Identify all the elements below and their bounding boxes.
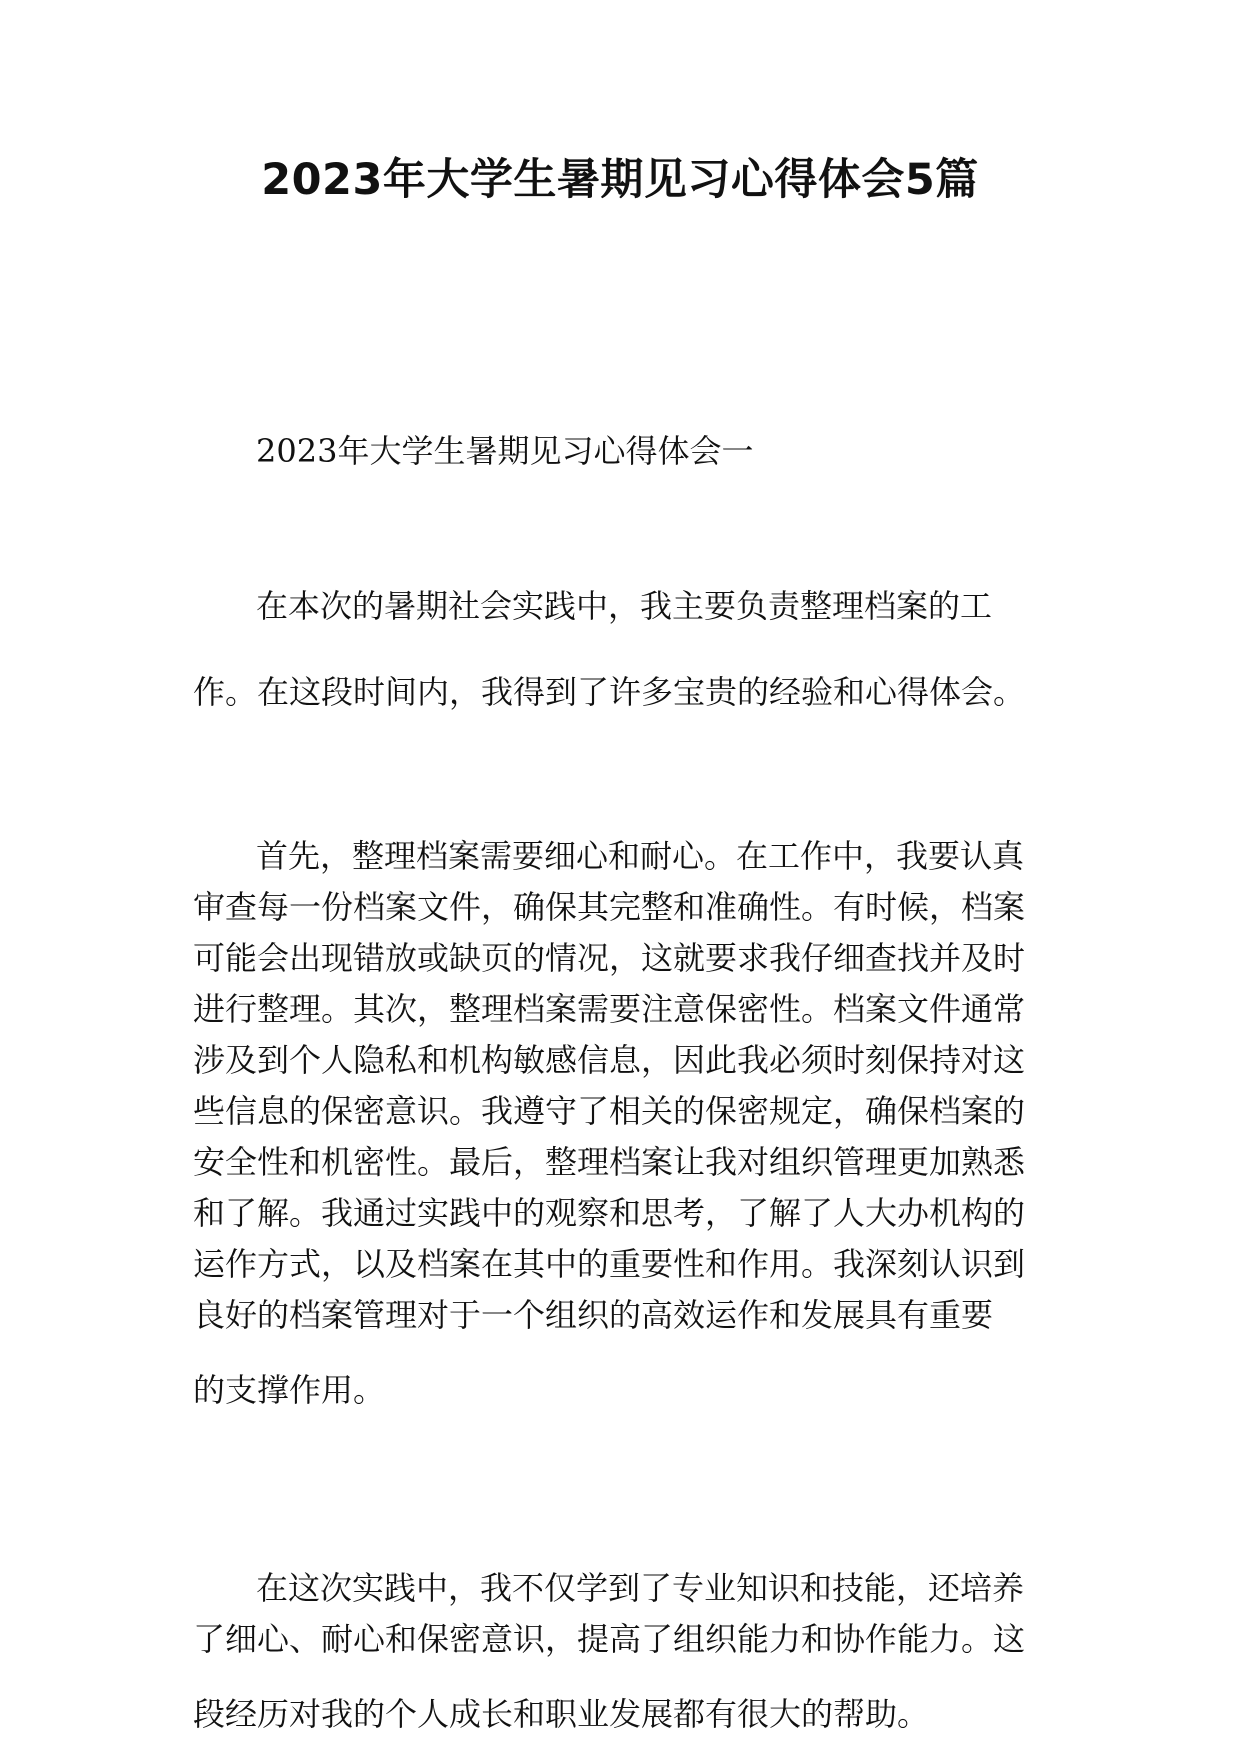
paragraph-2-line-8: 和了解。我通过实践中的观察和思考，了解了人大办机构的: [193, 1194, 1026, 1232]
paragraph-1-line-2: 作。在这段时间内，我得到了许多宝贵的经验和心得体会。: [193, 673, 1026, 711]
paragraph-3-line-3: 段经历对我的个人成长和职业发展都有很大的帮助。: [193, 1695, 930, 1733]
paragraph-2-line-6: 些信息的保密意识。我遵守了相关的保密规定，确保档案的: [193, 1092, 1026, 1130]
paragraph-2-line-5: 涉及到个人隐私和机构敏感信息，因此我必须时刻保持对这: [193, 1041, 1026, 1079]
paragraph-2-line-3: 可能会出现错放或缺页的情况，这就要求我仔细查找并及时: [193, 939, 1026, 977]
paragraph-2-line-11: 的支撑作用。: [193, 1371, 386, 1409]
paragraph-2-line-9: 运作方式，以及档案在其中的重要性和作用。我深刻认识到: [193, 1245, 1026, 1283]
section-subtitle: 2023年大学生暑期见习心得体会一: [256, 432, 754, 470]
paragraph-3-line-2: 了细心、耐心和保密意识，提高了组织能力和协作能力。这: [193, 1620, 1026, 1658]
paragraph-2-line-7: 安全性和机密性。最后，整理档案让我对组织管理更加熟悉: [193, 1143, 1026, 1181]
paragraph-1-line-1: 在本次的暑期社会实践中，我主要负责整理档案的工: [256, 587, 993, 625]
paragraph-3-line-1: 在这次实践中，我不仅学到了专业知识和技能，还培养: [256, 1569, 1025, 1607]
paragraph-2-line-1: 首先，整理档案需要细心和耐心。在工作中，我要认真: [256, 837, 1025, 875]
paragraph-2-line-2: 审查每一份档案文件，确保其完整和准确性。有时候，档案: [193, 888, 1026, 926]
paragraph-2-line-4: 进行整理。其次，整理档案需要注意保密性。档案文件通常: [193, 990, 1026, 1028]
paragraph-2-line-10: 良好的档案管理对于一个组织的高效运作和发展具有重要: [193, 1296, 994, 1334]
document-title: 2023年大学生暑期见习心得体会5篇: [261, 155, 979, 205]
